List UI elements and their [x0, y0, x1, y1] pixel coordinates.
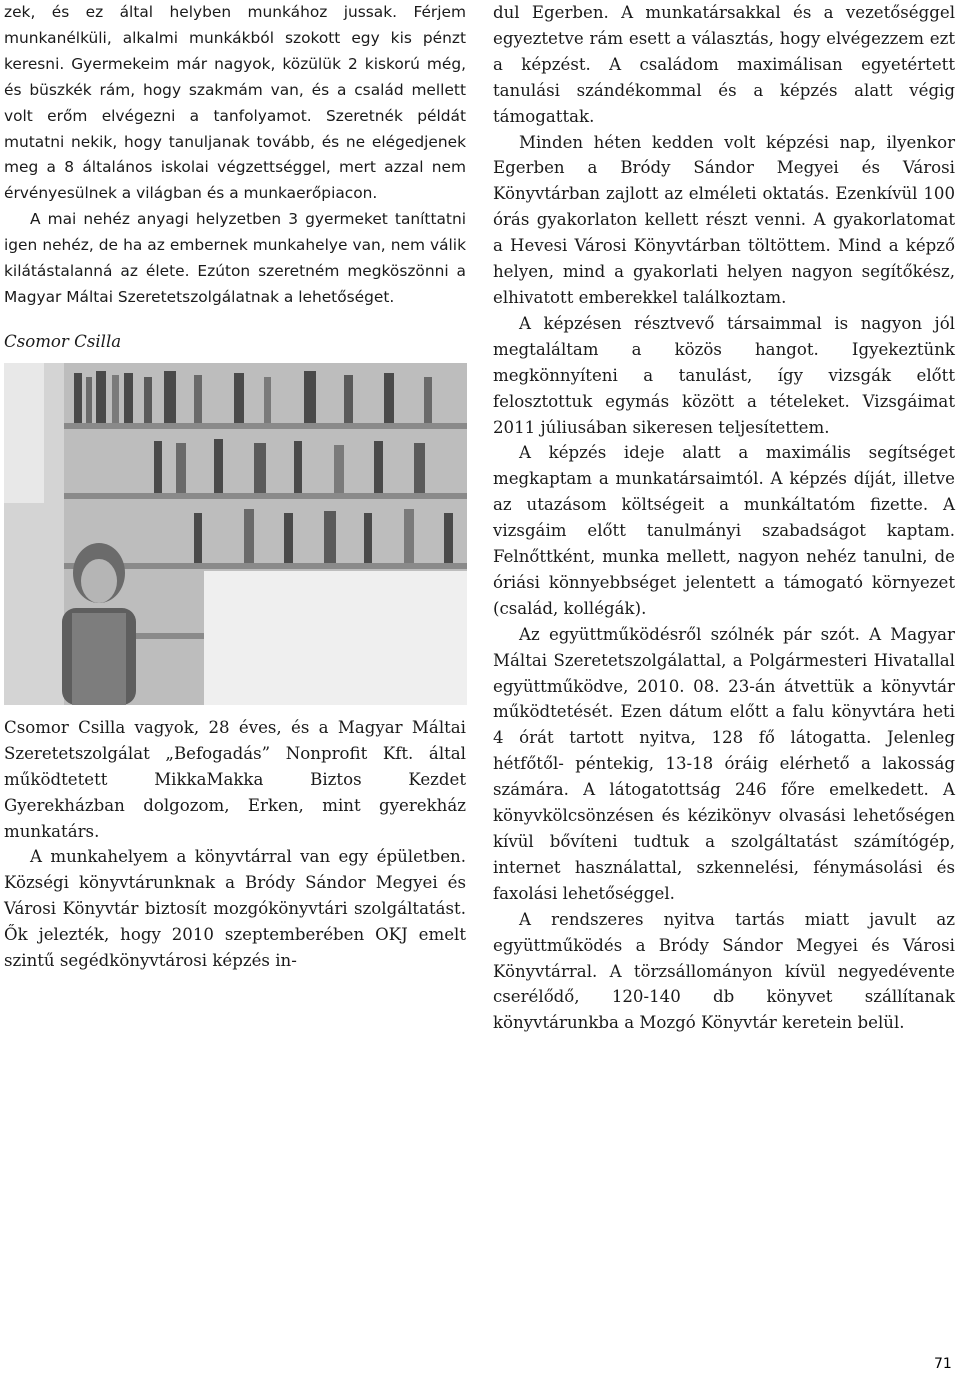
left-paragraph-3: Csomor Csilla vagyok, 28 éves, és a Magyar Máltai Szeretetszolgálat „Befogadás” Nonprofit Kft. által működtetett MikkaMakka Biztos Kezdet Gyerekházban dolgozom, Erken, mint gyerekház munkatárs.: [4, 717, 466, 841]
right-paragraph-5: Az együttműködésről szólnék pár szót. A Magyar Máltai Szeretetszolgálattal, a Polgármesteri Hivatallal együttműködve, 2010. 08. 23-án átvettük a könyvtár működtetését. Ezen dátum előtt a falu könyvtára heti 4 órát tartott nyitva, 128 fő látogatta. Jelenleg hétfőtől- péntekig, 13-18 óráig elérhető a lakosság számára. A látogatottság 246 főre emelkedett. A könyvkölcsönzésen és kézikönyv olvasási lehetőségen kívül bővíteni tudtuk a szolgáltatást számítógép, internet használattal, szkennelési, fénymásolási és faxolási lehetőséggel.: [493, 624, 955, 903]
right-paragraph-1: dul Egerben. A munkatársakkal és a vezetőséggel egyeztetve rám esett a választás, hogy elvégezzem ezt a képzést. A családom maximálisan egyetértett tanulási szándékommal és a képzés alatt végig támogattak.: [493, 3, 955, 126]
right-paragraph-4: A képzés ideje alatt a maximális segítséget megkaptam a munkatársaimtól. A képzés díját, illetve az utazásom költségeit a munkáltatóm fizette. A vizsgáim előtt tanulmányi szabadságot kaptam. Felnőttként, munka mellett, nagyon nehéz tanulni, de óriási könnyebbséget jelentett a támogató környezet (család, kollégák).: [493, 443, 955, 618]
author-signature: Csomor Csilla: [4, 331, 122, 351]
right-paragraph-6: A rendszeres nyitva tartás miatt javult az együttműködés a Bródy Sándor Megyei és Városi Könyvtárral. A törzsállományon kívül negyedévente cserélődő, 120-140 db könyvet szállítanak könyvtárunkba a Mozgó Könyvtár keretein belül.: [493, 909, 955, 1033]
left-paragraph-2: A mai nehéz anyagi helyzetben 3 gyermeket taníttatni igen nehéz, de ha az embernek munkahelye van, nem válik kilátástalanná az élete. Ezúton szeretném megköszönni a Magyar Máltai Szeretetszolgálatnak a lehetőséget.: [4, 210, 466, 306]
library-photo: [4, 363, 467, 705]
page-number: 71: [934, 1356, 952, 1372]
left-paragraph-4: A munkahelyem a könyvtárral van egy épületben. Községi könyvtárunknak a Bródy Sándor Megyei és Városi Könyvtár biztosít mozgókönyvtári szolgáltatást. Ők jelezték, hogy 2010 szeptemberében OKJ emelt szintű segédkönyvtárosi képzés in-: [4, 847, 466, 971]
right-paragraph-2: Minden héten kedden volt képzési nap, ilyenkor Egerben a Bródy Sándor Megyei és Városi Könyvtárban zajlott az elméleti oktatás. Ezenkívül 100 órás gyakorlaton kellett részt venni. A gyakorlatomat a Hevesi Városi Könyvtárban töltöttem. Mind a képző helyen, mind a gyakorlati helyen nagyon segítőkész, elhivatott emberekkel találkoztam.: [493, 132, 955, 307]
cabinet: [204, 571, 467, 705]
right-paragraph-3: A képzésen résztvevő társaimmal is nagyon jól megtaláltam a közös hangot. Igyekeztünk megkönnyíteni a tanulást, így vizsgák előtt felosztottuk egymás között a tételeket. Vizsgáimat 2011 júliusában sikeresen teljesítettem.: [493, 313, 955, 437]
left-column: [4, 0, 466, 974]
right-column: [493, 0, 955, 1036]
left-paragraph-1: zek, és ez által helyben munkához jussak. Férjem munkanélküli, alkalmi munkákból szokott egy kis pénzt keresni. Gyermekeim már nagyok, közülük 2 kiskorú még, és büszkék rám, hogy szakmám van, és a család mellett volt erőm elvégezni a tanfolyamot. Szeretnék példát mutatni nekik, hogy tanuljanak tovább, és ne elégedjenek meg a 8 általános iskolai végzettséggel, mert azzal nem érvényesülnek a világban és a munkaerőpiacon.: [4, 3, 466, 203]
